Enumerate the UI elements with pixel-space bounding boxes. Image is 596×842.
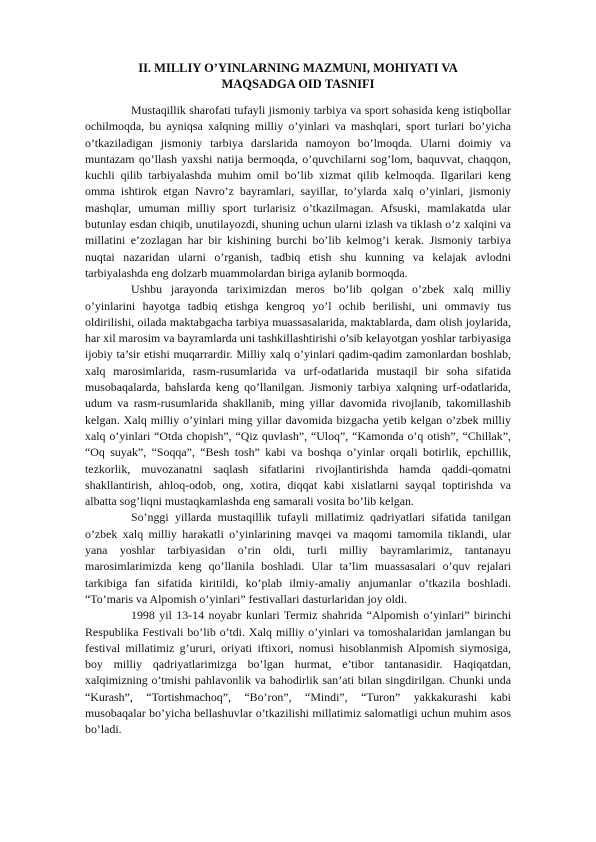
- paragraph-3: So’nggi yillarda mustaqillik tufayli millatimiz qadriyatlari sifatida tanilgan o’zbek xalq milliy harakatli o’yinlarining mavqei va maqomi tamomila tiklandi, ular yana yoshlar tarbiyasidan o’rin oldi, turli milliy bayramlarimiz, tantanayu marosimlarimizda keng qo’llanila boshladi. Ular ta’lim muassasalari o’quv rejalari tarkibiga fan sifatida kiritildi, ko’plab ilmiy-amaliy anjumanlar o’tkazila boshladi. “To’maris va Alpomish o’yinlari” festivallari dasturlaridan joy oldi.: [85, 510, 511, 606]
- section-title-line-1: II. MILLIY O’YINLARNING MAZMUNI, MOHIYATI VA: [138, 61, 458, 75]
- section-title: [85, 60, 511, 92]
- paragraph-1: Mustaqillik sharofati tufayli jismoniy tarbiya va sport sohasida keng istiqbollar ochilmoqda, bu ayniqsa xalqning milliy o’yinlari va mashqlari, sport turlari bo’yicha o’tkaziladigan jismoniy tarbiya darslarida namoyon bo’lmoqda. Ularni doimiy va muntazam qo’llash yaxshi natija bermoqda, o’quvchilarni sog’lom, baquvvat, chaqqon, kuchli qilib tarbiyalashda muhim omil bo’lib xizmat qilib kelmoqda. Ilgarilari keng omma ishtirok etgan Navro’z bayramlari, sayillar, to’ylarda xalq o’yinlari, jismoniy mashqlar, umuman milliy sport turlarisiz o’tkazilmagan. Afsuski, mamlakatda ular butunlay esdan chiqib, unutilayozdi, shuning uchun ularni izlash va tiklash o’z xalqini va millatini e’zozlagan har bir kishining burchi bo’lib kelmog’i kerak. Jismoniy tarbiya nuqtai nazaridan ularni o’rganish, tadbiq etish shu kunning va kelajak avlodni tarbiyalashda eng dolzarb muammolardan biriga aylanib bormoqda.: [85, 103, 511, 280]
- paragraph-4: 1998 yil 13-14 noyabr kunlari Termiz shahrida “Alpomish o’yinlari” birinchi Respublika Festivali bo’lib o’tdi. Xalq milliy o’yinlari va tomoshalaridan jamlangan bu festival millatimiz g’ururi, oriyati iftixori, nomusi hisoblanmish Alpomish siymosiga, boy milliy qadriyatlarimizga bo’lgan hurmat, e’tibor tantanasidir. Haqiqatdan, xalqimizning o’tmishi pahlavonlik va bahodirlik san’ati bilan singdirilgan. Chunki unda “Kurash”, “Tortishmachoq”, “Bo’ron”, “Mindi”, “Turon” yakkakurashi kabi musobaqalar bo’yicha bellashuvlar o’tkazilishi millatimiz salomatligi uchun muhim asos bo’ladi.: [85, 608, 511, 737]
- paragraph-2: Ushbu jarayonda tariximizdan meros bo’lib qolgan o’zbek xalq milliy o’yinlarini hayotga tadbiq etishga kengroq yo’l ochib berilishi, uni ommaviy tus oldirilishi, oilada maktabgacha tarbiya muassasalarida, maktablarda, dam olish joylarida, har xil marosim va bayramlarda uni tashkillashtirishi o’sib kelayotgan yoshlar tarbiyasiga ijobiy ta’sir etishi muqarrardir. Milliy xalq o’yinlari qadim-qadim zamonlardan boshlab, xalq marosimlarida, rasm-rusumlarida va urf-odatlarida mustaqil bir soha sifatida musobaqalarda, bahslarda keng qo’llanilgan. Jismoniy tarbiya xalqning urf-odatlarida, udum va rasm-rusumlarida shakllanib, ming yillar davomida rivojlanib, takomillashib kelgan. Xalq milliy o’yinlari ming yillar davomida bizgacha yetib kelgan o’zbek milliy xalq o’yinlari “Otda chopish”, “Qiz quvlash”, “Uloq”, “Kamonda o’q otish”, “Chillak”, “Oq suyak”, “Soqqa”, “Besh tosh” kabi va boshqa o’yinlar orqali botirlik, epchillik, tezkorlik, muvozanatni saqlash sifatlarini rivojlantirishda hamda qaddi-qomatni shakllantirish, ahloq-odob, ong, xotira, diqqat kabi xislatlarni sayqal toptirishda va albatta sog’liqni mustaqkamlashda eng samarali vosita bo’lib kelgan.: [85, 282, 511, 509]
- document-page: [85, 60, 511, 738]
- section-title-line-2: MAQSADGA OID TASNIFI: [221, 77, 375, 91]
